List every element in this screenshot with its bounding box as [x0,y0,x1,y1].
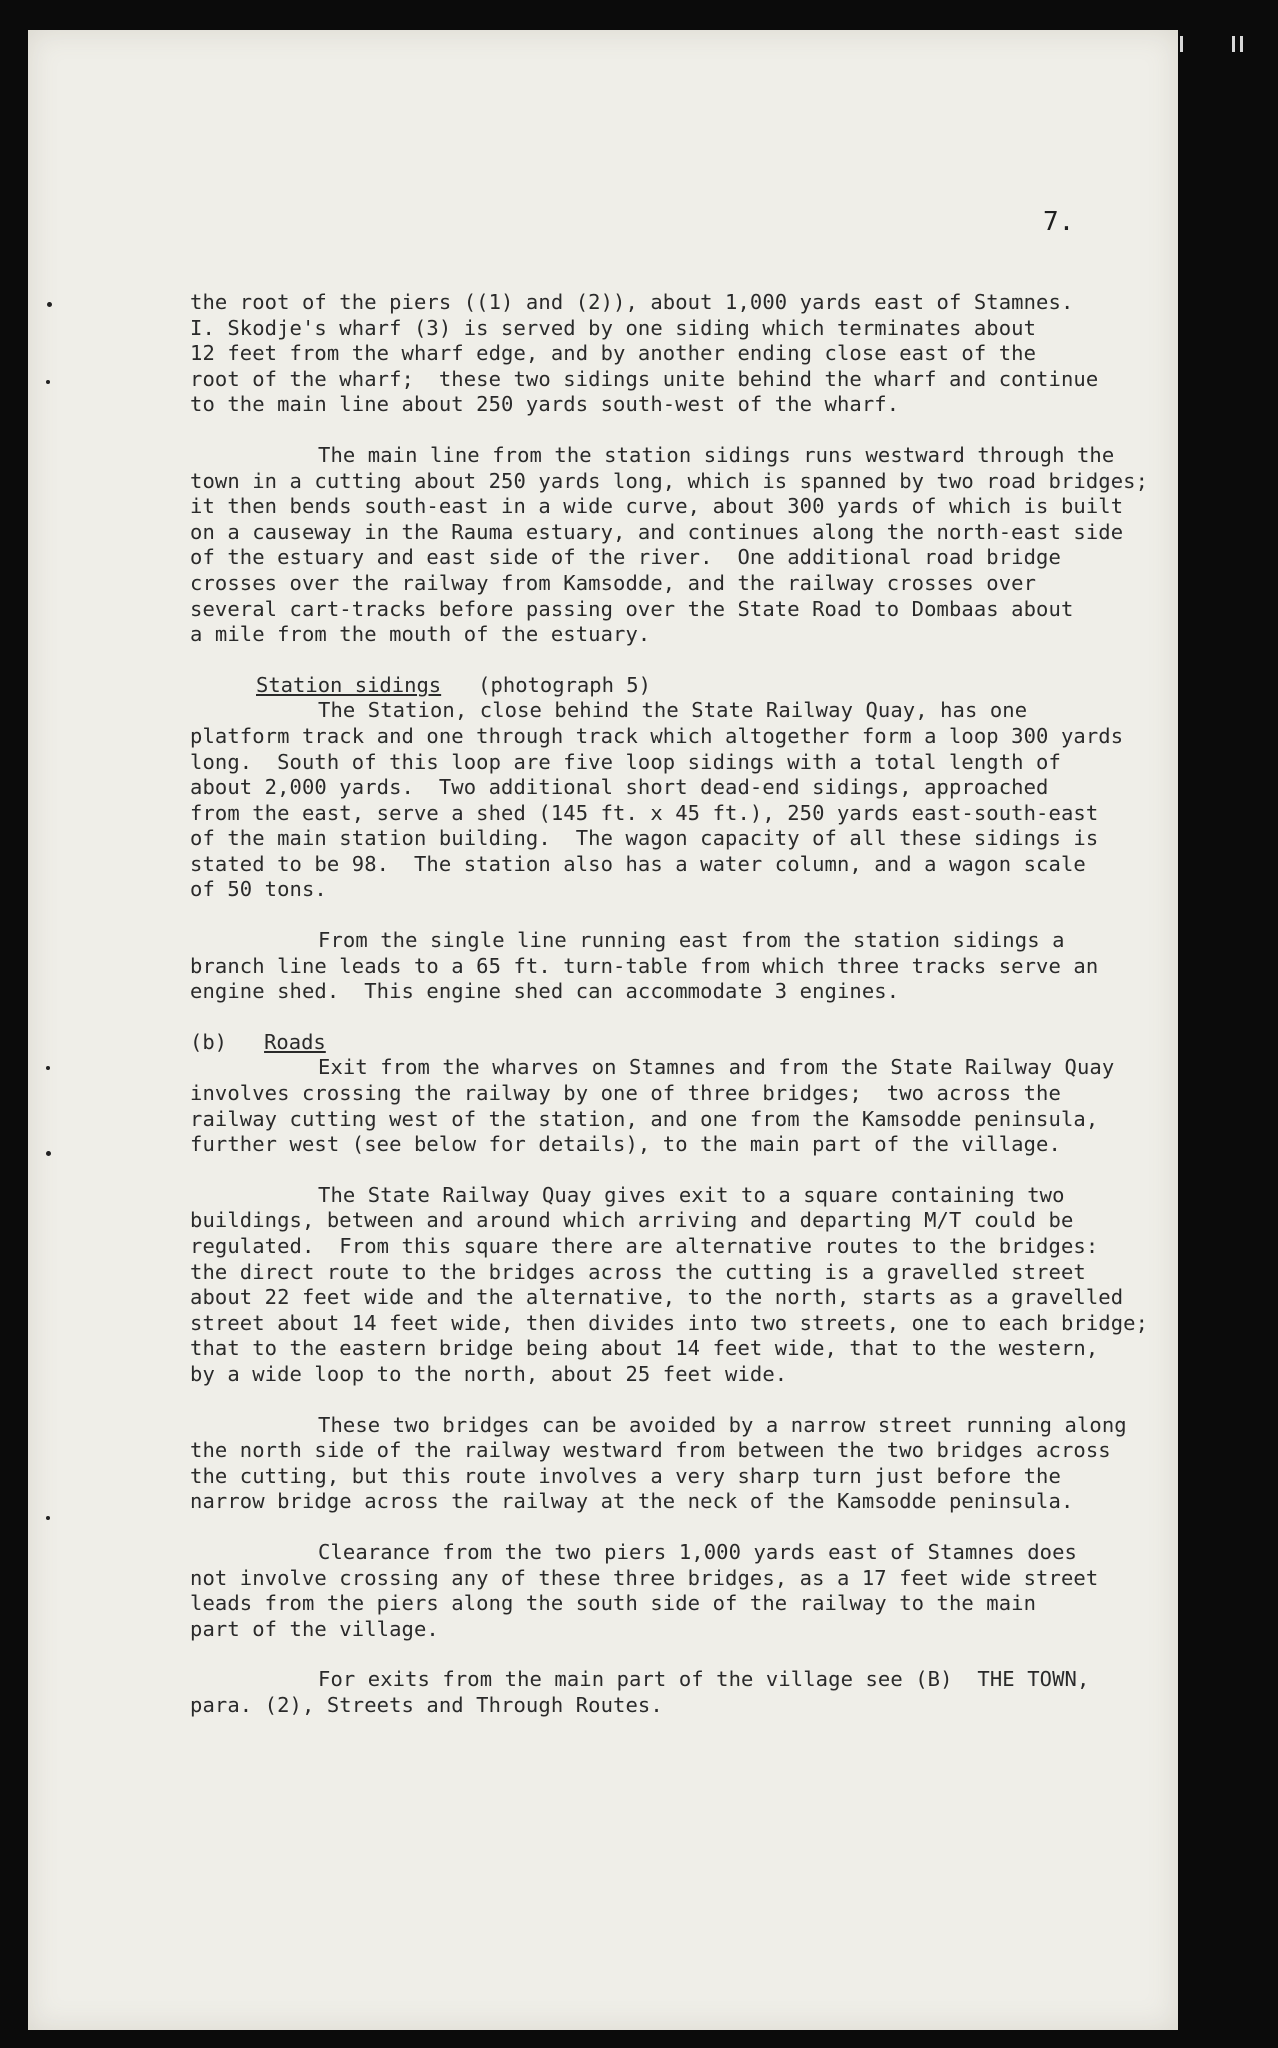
text-line: town in a cutting about 250 yards long, which is spanned by two road bridges; [190,468,1149,493]
text-line: the direct route to the bridges across the cutting is a gravelled street [190,1259,1086,1284]
text-line: leads from the piers along the south side of the railway to the main [190,1591,1037,1616]
text-line: the cutting, but this route involves a very sharp turn just before the [190,1463,1061,1488]
text-line: 12 feet from the wharf edge, and by another ending close east of the [190,341,1037,366]
margin-punch-mark [46,1516,50,1520]
text-line: platform track and one through track which altogether form a loop 300 yards [190,723,1124,748]
heading-title: Station sidings [256,672,442,697]
text-line: several cart-tracks before passing over the State Road to Dombaas about [190,596,1074,621]
paragraph [190,1413,1180,1515]
text-line: that to the eastern bridge being about 14 feet wide, that to the western, [190,1336,1099,1361]
text-line: stated to be 98. The station also has a water column, and a wagon scale [190,851,1086,876]
text-line: street about 14 feet wide, then divides into two streets, one to each bridge; [190,1310,1149,1335]
text-line: it then bends south-east in a wide curve, about 300 yards of which is built [190,494,1124,519]
text-line: the north side of the railway westward from between the two bridges across [190,1438,1111,1463]
text-line: Clearance from the two piers 1,000 yards east of Stamnes does [318,1539,1077,1564]
text-line: engine shed. This engine shed can accommodate 3 engines. [190,979,900,1004]
text-line: I. Skodje's wharf (3) is served by one siding which terminates about [190,315,1037,340]
text-line: long. South of this loop are five loop sidings with a total length of [190,749,1061,774]
heading-title: Roads [264,1029,326,1054]
text-line: to the main line about 250 yards south-west of the wharf. [190,392,900,417]
text-line: further west (see below for details), to the main part of the village. [190,1132,1061,1157]
text-line: narrow bridge across the railway at the neck of the Kamsodde peninsula. [190,1489,1074,1514]
page-number: 7. [1043,207,1075,237]
text-line: For exits from the main part of the village see (B) THE TOWN, [318,1667,1090,1692]
text-line: the root of the piers ((1) and (2)), about 1,000 yards east of Stamnes. [190,290,1074,314]
text-line: The main line from the station sidings runs westward through the [318,442,1115,467]
text-line: root of the wharf; these two sidings unite behind the wharf and continue [190,366,1099,391]
edge-mark [1232,36,1235,52]
text-line: part of the village. [190,1616,439,1641]
paragraph [190,1540,1180,1642]
text-line: involves crossing the railway by one of three bridges; two across the [190,1081,1061,1106]
paragraph [190,290,1180,418]
document-body [190,290,1180,1719]
edge-mark [1240,36,1243,52]
edge-mark [1180,36,1183,52]
text-line: railway cutting west of the station, and one from the Kamsodde peninsula, [190,1106,1099,1131]
margin-punch-mark [47,302,52,307]
text-line: The Station, close behind the State Railway Quay, has one [318,698,1028,723]
text-line: The State Railway Quay gives exit to a square containing two [318,1182,1065,1207]
section-label: (b) [190,1029,228,1054]
text-line: on a causeway in the Rauma estuary, and continues along the north-east side [190,519,1124,544]
text-line: from the east, serve a shed (145 ft. x 45 ft.), 250 yards east-south-east [190,800,1099,825]
paragraph [190,443,1180,648]
text-line: crosses over the railway from Kamsodde, and the railway crosses over [190,570,1037,595]
text-line: about 22 feet wide and the alternative, to the north, starts as a gravelled [190,1285,1124,1310]
text-line: para. (2), Streets and Through Routes. [190,1692,663,1717]
paragraph [190,1667,1180,1718]
heading-suffix: (photograph 5) [478,672,651,697]
text-line: not involve crossing any of these three bridges, as a 17 feet wide street [190,1565,1099,1590]
text-line: regulated. From this square there are alternative routes to the bridges: [190,1234,1099,1258]
text-line: of the estuary and east side of the river. One additional road bridge [190,545,1061,570]
margin-punch-mark [46,380,50,384]
section-station-sidings [190,673,1180,903]
section-roads [190,1030,1180,1158]
text-line: buildings, between and around which arriving and departing M/T could be [190,1208,1074,1233]
paragraph [190,1183,1180,1388]
text-line: about 2,000 yards. Two additional short dead-end sidings, approached [190,775,1049,800]
text-line: of the main station building. The wagon capacity of all these sidings is [190,826,1099,851]
text-line: Exit from the wharves on Stamnes and from the State Railway Quay [318,1055,1115,1080]
text-line: These two bridges can be avoided by a narrow street running along [318,1412,1127,1437]
text-line: of 50 tons. [190,877,327,902]
margin-punch-mark [46,1066,50,1070]
section-heading [190,1030,1180,1056]
text-line: branch line leads to a 65 ft. turn-table from which three tracks serve an [190,953,1099,978]
text-line: by a wide loop to the north, about 25 feet wide. [190,1361,788,1386]
text-line: a mile from the mouth of the estuary. [190,622,651,647]
paragraph [190,928,1180,1005]
text-line: From the single line running east from the station sidings a [318,928,1065,953]
margin-punch-mark [46,1151,51,1156]
section-heading [190,673,1180,699]
